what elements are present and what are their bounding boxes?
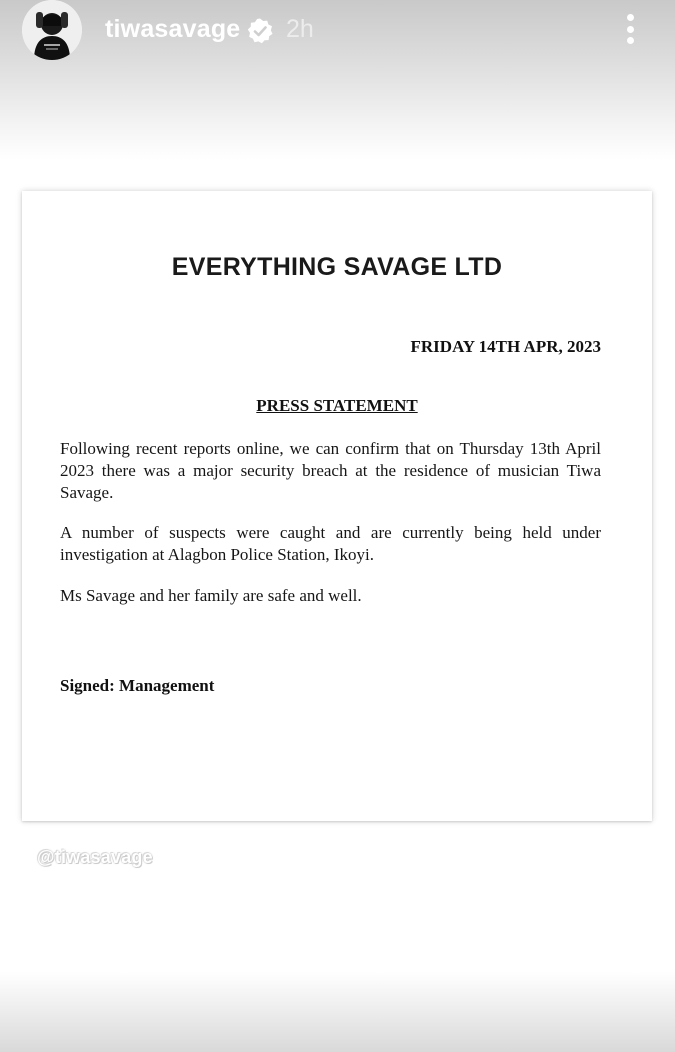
signature-line: Signed: Management <box>60 676 215 695</box>
more-options-icon[interactable] <box>616 10 644 48</box>
statement-paragraph: Following recent reports online, we can confirm that on Thursday 13th April 2023 there was a major security breach at the residence of musician Tiwa Savage. <box>60 439 601 502</box>
company-name: EVERYTHING SAVAGE LTD <box>171 253 503 281</box>
dot-icon <box>627 14 634 21</box>
avatar[interactable] <box>22 0 82 60</box>
footer-gradient <box>0 972 675 1052</box>
statement-date: FRIDAY 14TH APR, 2023 <box>410 337 601 356</box>
watermark-handle: @tiwasavage <box>37 847 153 867</box>
story-timestamp: 2h <box>286 15 314 43</box>
avatar-image <box>22 0 82 60</box>
statement-paragraph: Ms Savage and her family are safe and well. <box>60 586 362 605</box>
dot-icon <box>627 26 634 33</box>
username[interactable]: tiwasavage <box>105 15 241 43</box>
verified-badge-icon <box>246 17 274 45</box>
dot-icon <box>627 37 634 44</box>
statement-heading: PRESS STATEMENT <box>256 396 418 415</box>
press-statement-document <box>22 191 652 821</box>
story-header <box>0 0 675 60</box>
statement-paragraph: A number of suspects were caught and are currently being held under investigation at Alagbon Police Station, Ikoyi. <box>60 523 601 564</box>
